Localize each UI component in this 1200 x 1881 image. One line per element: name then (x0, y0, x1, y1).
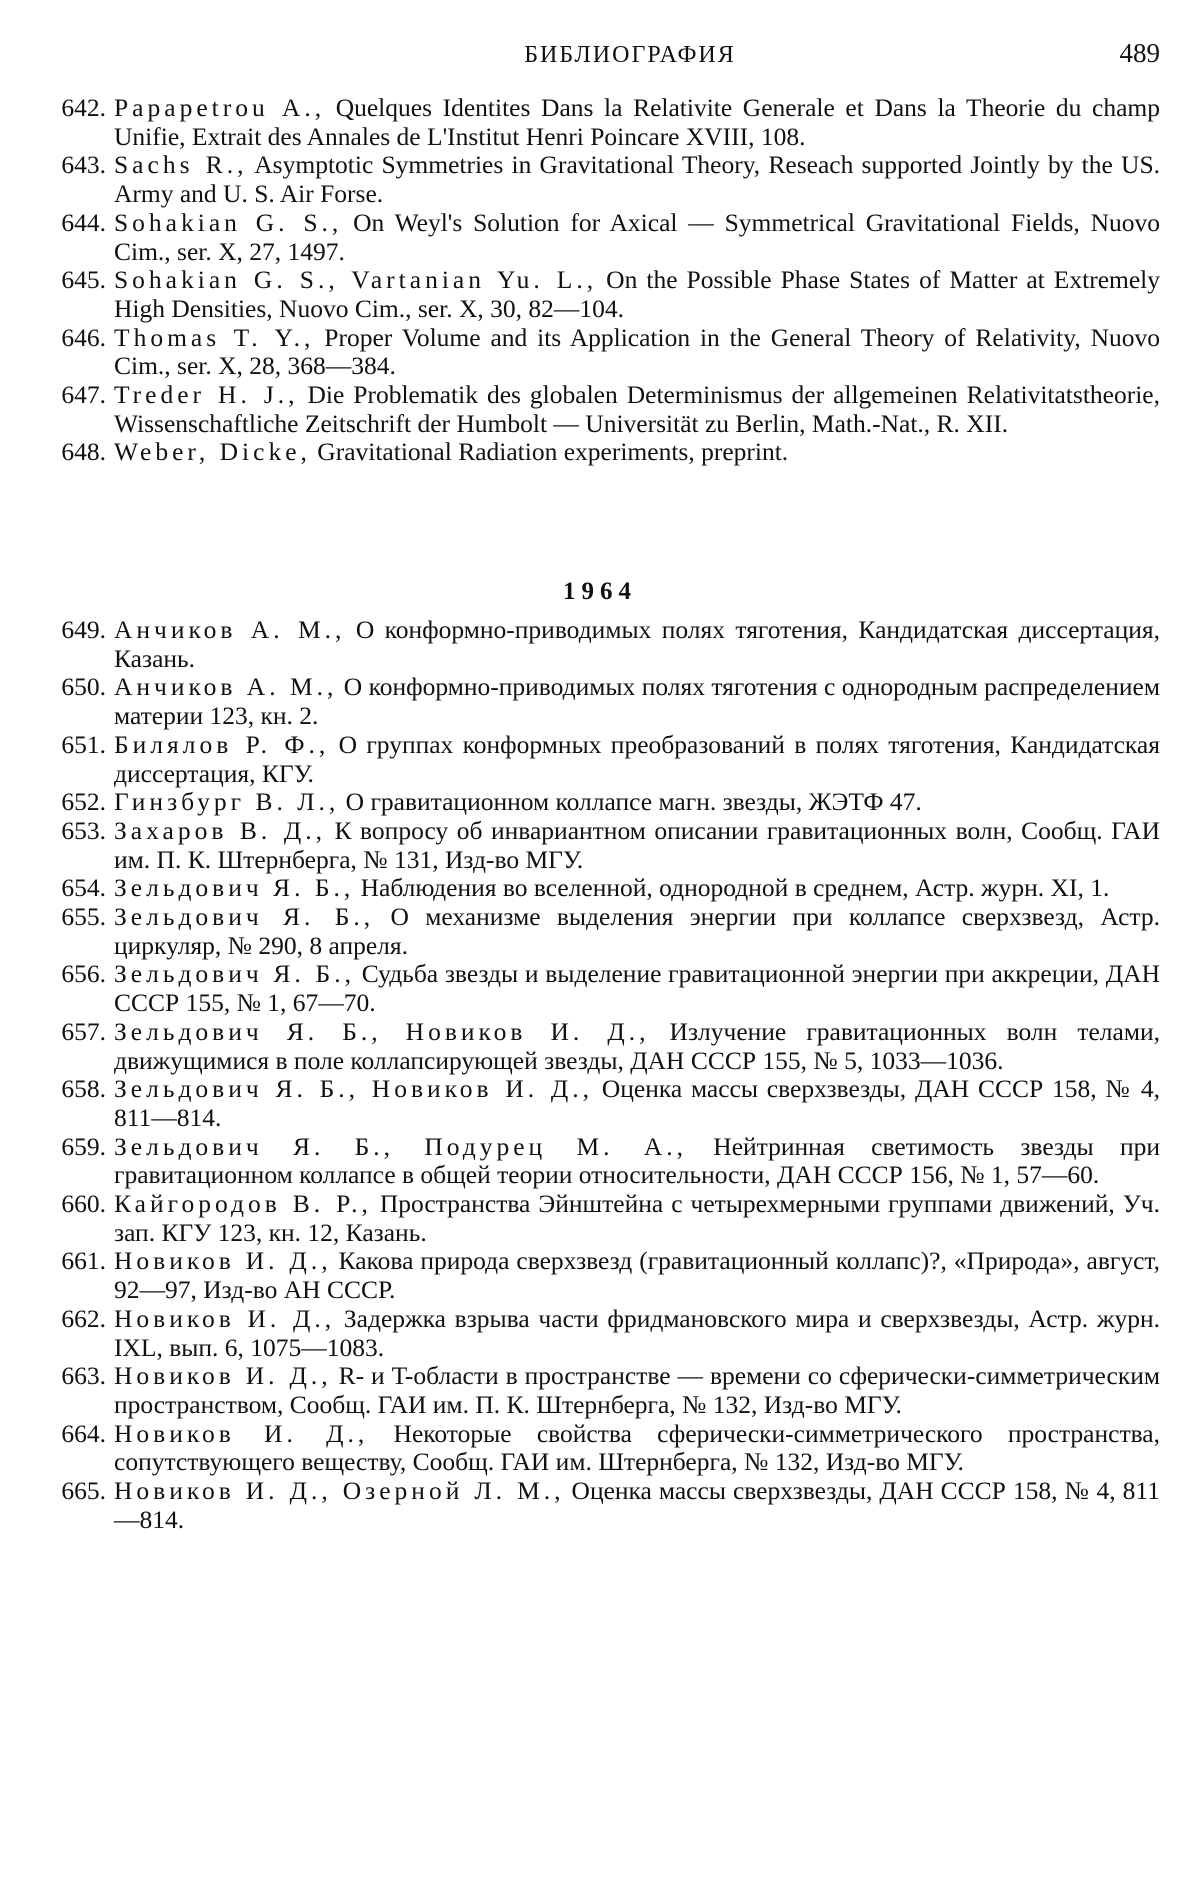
entry-number: 643. (61, 150, 106, 180)
bibliography-entry (38, 209, 1160, 266)
entry-number: 659. (61, 1131, 106, 1161)
entry-author: Новиков И. Д., (114, 1418, 369, 1448)
bibliography-entry (38, 1477, 1160, 1534)
entry-number: 656. (61, 959, 106, 989)
bibliography-entry (38, 1190, 1160, 1247)
entry-text: Die Problematik des globalen Determinismus der allgemeinen Relativitatstheorie, Wissenschaftliche Zeitschrift der Humbolt — Universität zu Berlin, Math.-Nat., R. XII. (114, 380, 1160, 438)
bibliography-entry (38, 1133, 1160, 1190)
entry-number: 660. (61, 1189, 106, 1219)
bibliography-entry (38, 1362, 1160, 1419)
entry-text: Задержка взрыва части фридмановского мира и сверхзвезды, Астр. журн. IXL, вып. 6, 1075—1083. (114, 1303, 1160, 1362)
entry-author: Анчиков А. М., (114, 672, 338, 702)
bibliography-entry (38, 94, 1160, 151)
entry-author: Treder H. J., (114, 380, 299, 410)
entry-text: Некоторые свойства сферически-симметрического пространства, сопутствующего веществу, Сообщ. ГАИ им. Штернберга, № 132, Изд-во МГУ. (114, 1418, 1161, 1477)
entry-text: Оценка массы сверхзвезды, ДАН СССР 158, № 4, 811—814. (114, 1074, 1160, 1132)
bibliography-entry (38, 817, 1160, 874)
entry-author: Зельдович Я. Б., Подурец М. А., (114, 1131, 687, 1161)
entry-number: 644. (61, 207, 106, 237)
entry-text: К вопросу об инвариантном описании гравитационных волн, Сообщ. ГАИ им. П. К. Штернберга, № 131, Изд-во МГУ. (114, 815, 1160, 874)
entry-number: 647. (61, 380, 106, 410)
entry-number: 655. (61, 902, 106, 932)
bibliography-entry (38, 438, 1160, 467)
entry-author: Новиков И. Д., Озерной Л. М., (114, 1476, 565, 1506)
bibliography-entry (38, 381, 1160, 438)
entry-author: Papapetrou A., (114, 93, 326, 122)
entry-text: Asymptotic Symmetries in Gravitational Theory, Reseach supported Jointly by the US. Army and U. S. Air Forse. (114, 150, 1160, 209)
entry-text: Нейтринная светимость звезды при гравитационном коллапсе в общей теории относительности, ДАН СССР 156, № 1, 57—60. (114, 1131, 1160, 1190)
bibliography-entry (38, 616, 1160, 673)
entry-text: Судьба звезды и выделение гравитационной энергии при аккреции, ДАН СССР 155, № 1, 67—70. (114, 959, 1160, 1018)
entry-number: 657. (61, 1016, 106, 1046)
entry-author: Анчиков А. М., (114, 615, 346, 644)
entry-number: 663. (61, 1361, 106, 1391)
entry-text: Gravitational Radiation experiments, preprint. (310, 437, 789, 467)
bibliography-list-pre-1964 (38, 94, 1160, 467)
entry-author: Зельдович Я. Б., Новиков И. Д., (114, 1074, 594, 1104)
entry-text: О механизме выделения энергии при коллапсе сверхзвезд, Астр. циркуляр, № 290, 8 апреля. (114, 902, 1160, 960)
bibliography-entry (38, 874, 1160, 903)
section-heading-year: 1964 (563, 578, 637, 605)
entry-text: Какова природа сверхзвезд (гравитационный коллапс)?, «Природа», август, 92—97, Изд-во АН СССР. (114, 1246, 1160, 1305)
entry-number: 651. (61, 729, 106, 759)
entry-author: Зельдович Я. Б., (114, 959, 355, 989)
page-title: БИБЛИОГРАФИЯ (524, 42, 736, 68)
entry-author: Thomas T. Y., (114, 322, 315, 352)
entry-number: 653. (61, 815, 106, 845)
entry-text: Пространства Эйнштейна с четырехмерными группами движений, Уч. зап. КГУ 123, кн. 12, Казань. (114, 1189, 1160, 1247)
entry-author: Кайгородов В. Р., (114, 1189, 372, 1219)
bibliography-entry (38, 324, 1160, 381)
entry-author: Гинзбург В. Л., (114, 787, 340, 817)
entry-author: Новиков И. Д., (114, 1303, 336, 1333)
entry-author: Захаров В. Д., (114, 815, 326, 845)
bibliography-entry (38, 788, 1160, 817)
entry-text: Оценка массы сверхзвезды, ДАН СССР 158, № 4, 811—814. (114, 1476, 1160, 1534)
entry-text: Proper Volume and its Application in the General Theory of Relativity, Nuovo Cim., ser. X, 28, 368—384. (114, 322, 1160, 381)
bibliography-entry (38, 266, 1160, 323)
entry-number: 658. (61, 1074, 106, 1104)
entry-text: R- и T-области в пространстве — времени со сферически-симметрическим пространством, Сообщ. ГАИ им. П. К. Штернберга, № 132, Изд-во МГУ. (114, 1361, 1161, 1419)
entry-author: Новиков И. Д., (114, 1246, 332, 1276)
entry-text: Quelques Identites Dans la Relativite Generale et Dans la Theorie du champ Unifie, Extrait des Annales de L'Institut Henri Poincare XVIII, 108. (114, 93, 1160, 151)
bibliography-entry (38, 960, 1160, 1017)
entry-number: 645. (61, 265, 106, 295)
entry-number: 654. (61, 873, 106, 903)
entry-author: Sohakian G. S., (114, 207, 343, 237)
bibliography-entry (38, 1075, 1160, 1132)
entry-text: О конформно-приводимых полях тяготения с однородным распределением материи 123, кн. 2. (114, 672, 1160, 731)
entry-author: Weber, Dicke, (114, 437, 311, 467)
entry-number: 648. (61, 437, 106, 467)
entry-text: On the Possible Phase States of Matter at Extremely High Densities, Nuovo Cim., ser. X, 30, 82—104. (114, 265, 1161, 323)
bibliography-entry (38, 903, 1160, 960)
entry-author: Новиков И. Д., (114, 1361, 332, 1391)
entry-text: Излучение гравитационных волн телами, движущимися в поле коллапсирующей звезды, ДАН СССР 155, № 5, 1033—1036. (114, 1016, 1160, 1075)
bibliography-entry (38, 731, 1160, 788)
bibliography-entry (38, 673, 1160, 730)
entry-number: 649. (61, 615, 106, 644)
entry-author: Зельдович Я. Б., (114, 873, 355, 903)
bibliography-entry (38, 1018, 1160, 1075)
entry-author: Sohakian G. S., Vartanian Yu. L., (114, 265, 598, 295)
entry-number: 664. (61, 1418, 106, 1448)
entry-author: Зельдович Я. Б., Новиков И. Д., (114, 1016, 650, 1046)
bibliography-entry (38, 1420, 1160, 1477)
entry-author: Зельдович Я. Б., (114, 902, 375, 932)
running-head (100, 36, 1160, 76)
bibliography-entry (38, 151, 1160, 208)
entry-text: О гравитационном коллапсе магн. звезды, ЖЭТФ 47. (339, 787, 922, 817)
entry-number: 665. (61, 1476, 106, 1506)
entry-author: Билялов Р. Ф., (114, 729, 330, 759)
bibliography-entry (38, 1247, 1160, 1304)
entry-text: Наблюдения во вселенной, однородной в среднем, Астр. журн. XI, 1. (354, 873, 1110, 903)
entry-text: О конформно-приводимых полях тяготения, Кандидатская диссертация, Казань. (114, 615, 1160, 673)
entry-text: On Weyl's Solution for Axical — Symmetrical Gravitational Fields, Nuovo Cim., ser. X, 27, 1497. (114, 207, 1161, 266)
entry-number: 650. (61, 672, 106, 702)
entry-number: 662. (61, 1303, 106, 1333)
entry-number: 646. (61, 322, 106, 352)
bibliography-entry (38, 1305, 1160, 1362)
bibliography-list-1964 (38, 616, 1160, 1535)
entry-text: О группах конформных преобразований в полях тяготения, Кандидатская диссертация, КГУ. (114, 729, 1160, 788)
entry-number: 652. (61, 787, 106, 817)
entry-number: 661. (61, 1246, 106, 1276)
page-number: 489 (1119, 38, 1160, 68)
entry-author: Sachs R., (114, 150, 248, 180)
entry-number: 642. (61, 93, 106, 122)
